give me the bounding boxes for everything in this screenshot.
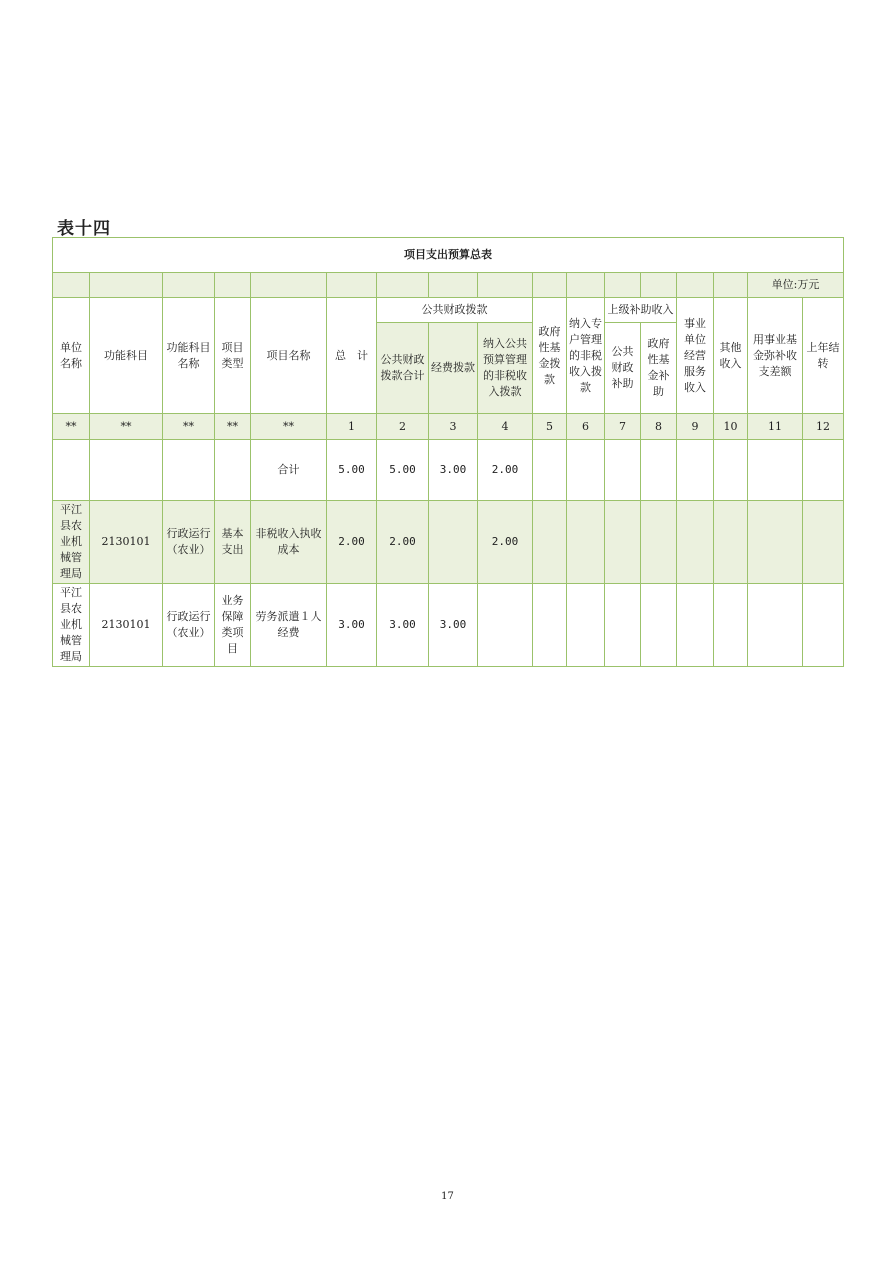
header-unit-name: 单位名称 bbox=[53, 298, 90, 414]
header-func-code: 功能科目 bbox=[90, 298, 163, 414]
header-public-finance-total: 公共财政拨款合计 bbox=[377, 323, 429, 414]
blank-cell bbox=[90, 440, 163, 501]
header-business-service: 事业单位经营服务收入 bbox=[677, 298, 714, 414]
blank-cell bbox=[567, 273, 605, 298]
table-row bbox=[53, 584, 844, 667]
row-nontax-budget bbox=[478, 584, 533, 667]
blank-cell bbox=[641, 584, 677, 667]
blank-cell bbox=[714, 440, 748, 501]
blank-cell bbox=[714, 273, 748, 298]
blank-cell bbox=[53, 273, 90, 298]
project-expenditure-budget-table bbox=[52, 237, 844, 667]
header-public-finance-group: 公共财政拨款 bbox=[377, 298, 533, 323]
index-cell: 1 bbox=[327, 414, 377, 440]
blank-cell bbox=[53, 440, 90, 501]
row-public-finance: 2.00 bbox=[377, 501, 429, 584]
unit-label: 单位:万元 bbox=[748, 273, 844, 298]
blank-cell bbox=[478, 273, 533, 298]
blank-cell bbox=[605, 501, 641, 584]
index-cell: ** bbox=[53, 414, 90, 440]
row-total: 3.00 bbox=[327, 584, 377, 667]
row-unit-name: 平江县农业机械管理局 bbox=[53, 501, 90, 584]
header-other-income: 其他收入 bbox=[714, 298, 748, 414]
total-funding: 3.00 bbox=[429, 440, 478, 501]
blank-cell bbox=[327, 273, 377, 298]
row-project-name: 劳务派遣１人经费 bbox=[251, 584, 327, 667]
blank-cell bbox=[90, 273, 163, 298]
blank-cell bbox=[677, 584, 714, 667]
blank-cell bbox=[605, 273, 641, 298]
header-total: 总 计 bbox=[327, 298, 377, 414]
index-cell: 9 bbox=[677, 414, 714, 440]
row-project-name: 非税收入执收成本 bbox=[251, 501, 327, 584]
page-number: 17 bbox=[441, 1191, 454, 1202]
total-label: 合计 bbox=[251, 440, 327, 501]
blank-cell bbox=[533, 584, 567, 667]
blank-cell bbox=[605, 584, 641, 667]
blank-cell bbox=[714, 501, 748, 584]
blank-cell bbox=[677, 501, 714, 584]
row-nontax-budget: 2.00 bbox=[478, 501, 533, 584]
blank-cell bbox=[748, 440, 803, 501]
table-title: 项目支出预算总表 bbox=[53, 238, 844, 273]
total-value: 5.00 bbox=[327, 440, 377, 501]
blank-cell bbox=[163, 273, 215, 298]
header-upper-gov-fund: 政府性基金补助 bbox=[641, 323, 677, 414]
header-funding: 经费拨款 bbox=[429, 323, 478, 414]
index-cell: 5 bbox=[533, 414, 567, 440]
blank-cell bbox=[567, 501, 605, 584]
index-cell: 12 bbox=[803, 414, 844, 440]
table-row bbox=[53, 501, 844, 584]
blank-cell bbox=[641, 273, 677, 298]
blank-cell bbox=[567, 584, 605, 667]
blank-cell bbox=[215, 440, 251, 501]
blank-cell bbox=[803, 440, 844, 501]
header-gov-fund: 政府性基金拨款 bbox=[533, 298, 567, 414]
row-unit-name: 平江县农业机械管理局 bbox=[53, 584, 90, 667]
index-cell: ** bbox=[215, 414, 251, 440]
blank-cell bbox=[215, 273, 251, 298]
row-public-finance: 3.00 bbox=[377, 584, 429, 667]
title-row bbox=[53, 238, 844, 273]
blank-cell bbox=[605, 440, 641, 501]
blank-cell bbox=[714, 584, 748, 667]
blank-cell bbox=[803, 584, 844, 667]
row-project-type: 基本支出 bbox=[215, 501, 251, 584]
header-carryover: 上年结转 bbox=[803, 298, 844, 414]
blank-cell bbox=[533, 273, 567, 298]
index-cell: 10 bbox=[714, 414, 748, 440]
blank-cell bbox=[567, 440, 605, 501]
index-cell: ** bbox=[90, 414, 163, 440]
row-funding bbox=[429, 501, 478, 584]
header-project-type: 项目类型 bbox=[215, 298, 251, 414]
blank-cell bbox=[429, 273, 478, 298]
table-label: 表十四 bbox=[57, 219, 111, 239]
blank-cell bbox=[677, 440, 714, 501]
header-func-name: 功能科目名称 bbox=[163, 298, 215, 414]
blank-cell bbox=[251, 273, 327, 298]
index-cell: 7 bbox=[605, 414, 641, 440]
blank-cell bbox=[748, 501, 803, 584]
index-cell: 3 bbox=[429, 414, 478, 440]
header-upper-subsidy-group: 上级补助收入 bbox=[605, 298, 677, 323]
blank-cell bbox=[163, 440, 215, 501]
index-row bbox=[53, 414, 844, 440]
row-funding: 3.00 bbox=[429, 584, 478, 667]
blank-cell bbox=[803, 501, 844, 584]
blank-cell bbox=[748, 584, 803, 667]
total-public-finance: 5.00 bbox=[377, 440, 429, 501]
blank-cell bbox=[377, 273, 429, 298]
index-cell: 8 bbox=[641, 414, 677, 440]
index-cell: 6 bbox=[567, 414, 605, 440]
index-cell: 11 bbox=[748, 414, 803, 440]
blank-cell bbox=[641, 440, 677, 501]
header-fund-balance: 用事业基金弥补收支差额 bbox=[748, 298, 803, 414]
unit-row bbox=[53, 273, 844, 298]
blank-cell bbox=[533, 501, 567, 584]
header-nontax-special: 纳入专户管理的非税收入拨款 bbox=[567, 298, 605, 414]
row-total: 2.00 bbox=[327, 501, 377, 584]
index-cell: ** bbox=[251, 414, 327, 440]
row-func-name: 行政运行（农业） bbox=[163, 501, 215, 584]
total-row bbox=[53, 440, 844, 501]
header-upper-public: 公共财政补助 bbox=[605, 323, 641, 414]
row-func-name: 行政运行（农业） bbox=[163, 584, 215, 667]
index-cell: 2 bbox=[377, 414, 429, 440]
header-nontax-budget: 纳入公共预算管理的非税收入拨款 bbox=[478, 323, 533, 414]
total-nontax-budget: 2.00 bbox=[478, 440, 533, 501]
index-cell: 4 bbox=[478, 414, 533, 440]
blank-cell bbox=[533, 440, 567, 501]
row-project-type: 业务保障类项目 bbox=[215, 584, 251, 667]
row-func-code: 2130101 bbox=[90, 584, 163, 667]
blank-cell bbox=[641, 501, 677, 584]
index-cell: ** bbox=[163, 414, 215, 440]
header-project-name: 项目名称 bbox=[251, 298, 327, 414]
blank-cell bbox=[677, 273, 714, 298]
row-func-code: 2130101 bbox=[90, 501, 163, 584]
header-row-1 bbox=[53, 298, 844, 323]
